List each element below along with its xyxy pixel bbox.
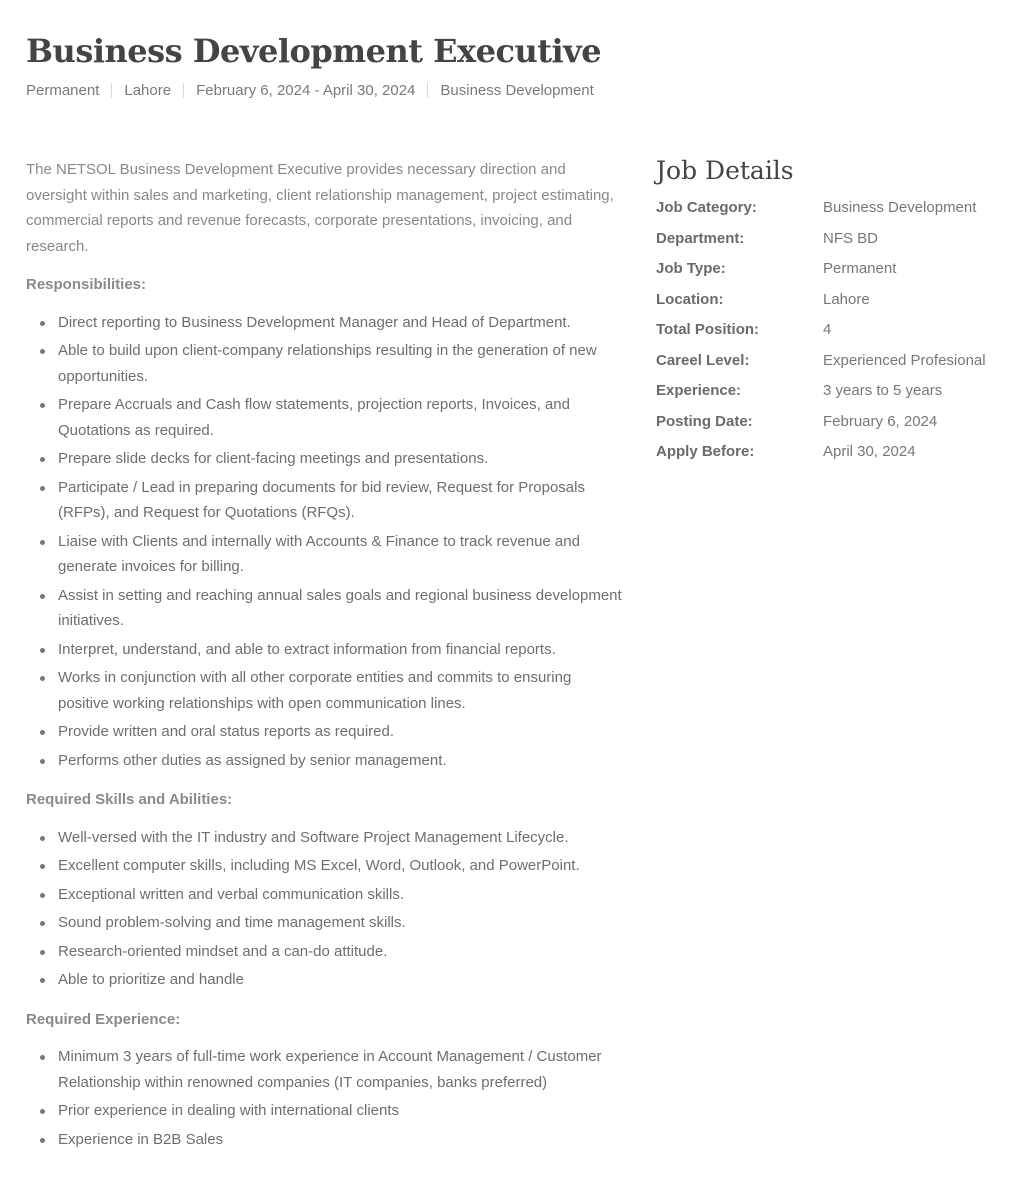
list-item: Assist in setting and reaching annual sales goals and regional business development initiatives. [58,583,622,634]
section-title-skills: Required Skills and Abilities: [26,791,233,808]
detail-value: 3 years to 5 years [823,382,943,399]
detail-row-department [656,224,1016,255]
job-details-title: Job Details [656,156,794,185]
detail-row-career-level [656,346,1016,377]
list-item: Prior experience in dealing with international clients [58,1098,622,1124]
experience-list [26,1044,622,1152]
section-title-experience: Required Experience: [26,1010,181,1028]
section-title-responsibilities: Responsibilities: [26,276,147,293]
detail-row-apply-before [656,437,1016,468]
detail-label: Careel Level: [656,351,750,369]
list-item: Direct reporting to Business Development Manager and Head of Department. [58,310,622,336]
detail-row-total-position [656,315,1016,346]
list-item: Experience in B2B Sales [58,1127,622,1153]
intro-paragraph: The NETSOL Business Development Executive provides necessary direction and oversight within sales and marketing, client relationship management, project estimating, commercial reports and revenue forecasts, corporate presentations, invoicing, and research. [26,161,614,255]
job-details-panel [656,156,1016,468]
list-item: Prepare Accruals and Cash flow statements, projection reports, Invoices, and Quotations as required. [58,392,622,443]
meta-divider [427,83,428,98]
job-meta [26,82,594,99]
meta-job-type: Permanent [26,82,100,99]
list-item: Liaise with Clients and internally with Accounts & Finance to track revenue and generate invoices for billing. [58,529,622,580]
list-item: Well-versed with the IT industry and Software Project Management Lifecycle. [58,825,622,851]
detail-row-job-type [656,254,1016,285]
list-item: Able to build upon client-company relationships resulting in the generation of new opportunities. [58,338,622,389]
list-item: Provide written and oral status reports as required. [58,719,622,745]
meta-location: Lahore [124,82,172,99]
job-description [26,157,622,1166]
detail-label: Location: [656,290,724,308]
meta-category: Business Development [440,82,594,99]
detail-label: Job Type: [656,260,726,277]
meta-divider [111,83,112,98]
page-title: Business Development Executive [26,32,602,70]
list-item: Works in conjunction with all other corporate entities and commits to ensuring positive working relationships with open communication lines. [58,665,622,716]
detail-row-location [656,285,1016,316]
detail-row-job-category [656,193,1016,224]
detail-label: Total Position: [656,321,760,338]
detail-row-posting-date [656,407,1016,438]
meta-date-range: February 6, 2024 - April 30, 2024 [196,82,416,99]
detail-value: NFS BD [823,229,879,247]
detail-label: Department: [656,229,745,247]
meta-divider [183,83,184,98]
detail-value: April 30, 2024 [823,443,916,460]
detail-label: Experience: [656,382,742,399]
list-item: Performs other duties as assigned by senior management. [58,748,622,774]
detail-value: Experienced Profesional [823,351,986,369]
detail-value: February 6, 2024 [823,412,938,430]
list-item: Sound problem-solving and time management skills. [58,910,622,936]
list-item: Exceptional written and verbal communication skills. [58,882,622,908]
responsibilities-list [26,310,622,774]
list-item: Prepare slide decks for client-facing meetings and presentations. [58,446,622,472]
list-item: Excellent computer skills, including MS Excel, Word, Outlook, and PowerPoint. [58,853,622,879]
detail-label: Job Category: [656,199,757,216]
skills-list [26,825,622,993]
list-item: Interpret, understand, and able to extract information from financial reports. [58,637,622,663]
detail-value: 4 [823,321,832,338]
detail-row-experience [656,376,1016,407]
list-item: Participate / Lead in preparing documents for bid review, Request for Proposals (RFPs), and Request for Quotations (RFQs). [58,475,622,526]
detail-label: Apply Before: [656,443,755,460]
detail-value: Lahore [823,290,870,308]
detail-label: Posting Date: [656,412,753,430]
list-item: Research-oriented mindset and a can-do attitude. [58,939,622,965]
detail-value: Business Development [823,199,977,216]
list-item: Minimum 3 years of full-time work experience in Account Management / Customer Relationship within renowned companies (IT companies, banks preferred) [58,1044,622,1095]
list-item: Able to prioritize and handle [58,967,622,993]
detail-value: Permanent [823,260,897,277]
